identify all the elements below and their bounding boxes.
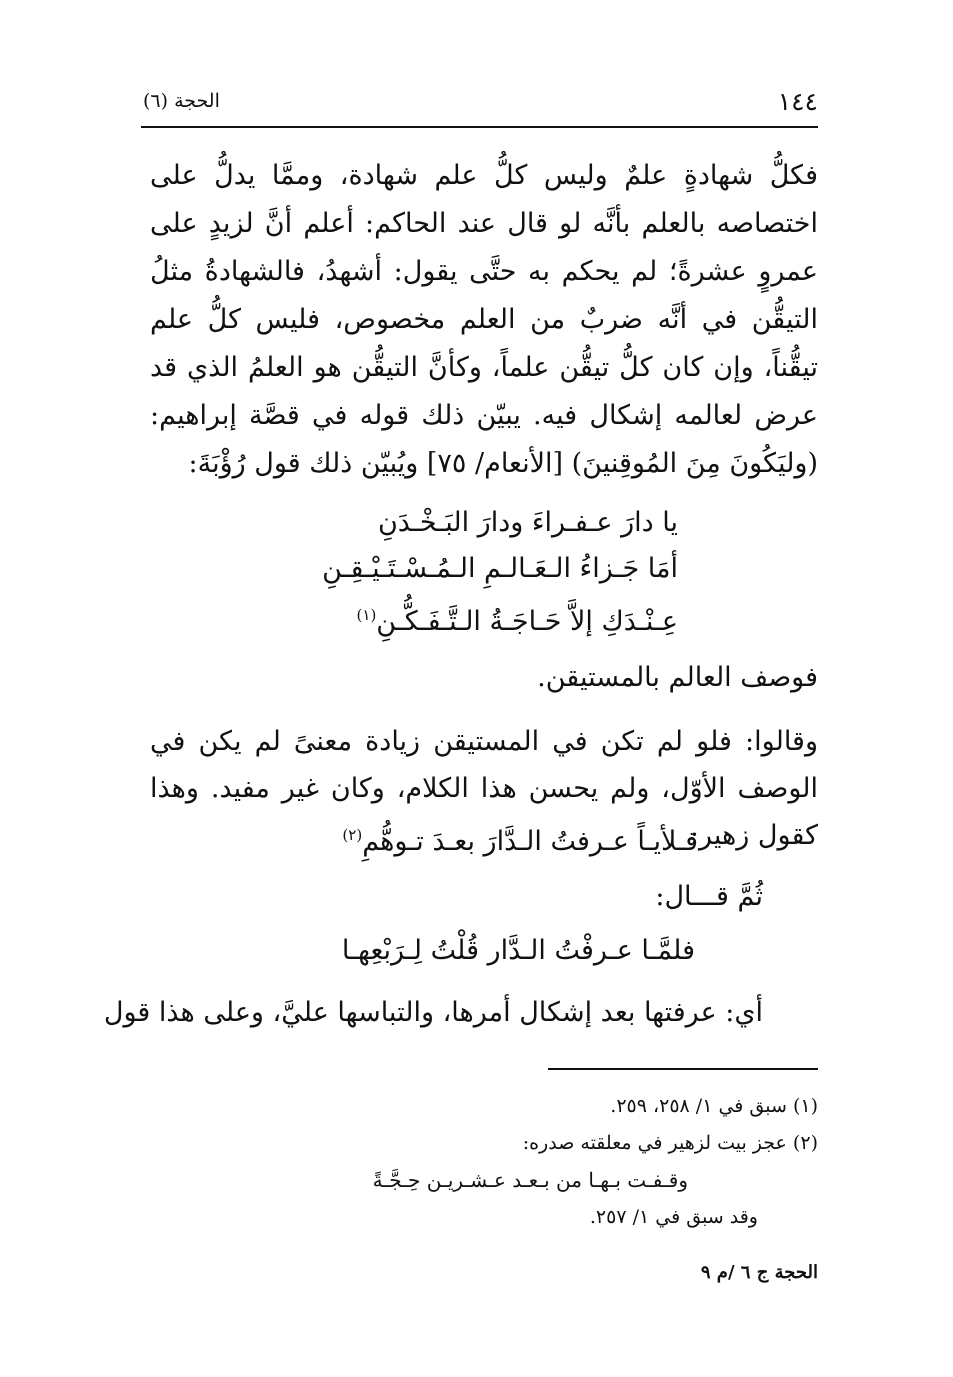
- header-rule: [141, 126, 818, 128]
- footnote-marker-2: (٢): [342, 826, 363, 844]
- then-said: ثُمَّ قـــال:: [655, 881, 763, 912]
- verse-zuhair-1: [342, 812, 698, 865]
- printer-signature: الحجة ج ٦ /م ٩: [700, 1262, 818, 1283]
- chapter-title: الحجة (٦): [143, 90, 220, 112]
- verse-rajaz: [258, 500, 678, 645]
- verse-line-3-text: عِـنْـدَكِ إلاَّ حَـاجَـةُ الـتَّـفَـكُّـنِ: [376, 606, 678, 637]
- footnote-marker-1: (١): [356, 606, 377, 624]
- verse-line-3: [258, 592, 678, 645]
- footnote-1: (١) سبق في ١/ ٢٥٨، ٢٥٩.: [610, 1095, 818, 1117]
- main-text: [150, 152, 818, 488]
- paragraph-2: وقالوا: فلو لم تكن في المستيقن زيادة معنىً لم يكن في الوصف الأوّل، ولم يحسن هذا الكلام، وكان غير مفيد. وهذا كقول زهير:: [150, 726, 818, 851]
- line-after-verse: فوصف العالم بالمستيقن.: [537, 662, 818, 693]
- running-head: [143, 84, 818, 118]
- footnote-2-reference: وقد سبق في ١/ ٢٥٧.: [589, 1206, 758, 1228]
- footnote-2-verse: وقـفـت بـهـا من بـعـد عـشـريـن حِـجَّـةً: [372, 1168, 688, 1192]
- footnote-2-intro: (٢) عجز بيت لزهير في معلقته صدره:: [522, 1132, 818, 1154]
- footnote-rule: [548, 1068, 818, 1070]
- page-number: ١٤٤: [777, 86, 818, 116]
- verse-zuhair-2: فلمَّـا عـرفْتُ الـدَّار قُلْتُ لِـرَبْعِهـا: [341, 935, 695, 966]
- verse-line-1: يا دارَ عـفـراءَ ودارَ البَـخْـدَنِ: [377, 507, 678, 538]
- verse-line-2: أمَا جَـزاءُ الـعَـالـمِ الـمُـسْـتَـيْـقِـنِ: [322, 553, 678, 584]
- verse-zuhair-1-text: فـلأيـاً عـرفتُ الـدَّارَ بعـدَ تـوهُّمِ: [362, 826, 698, 857]
- paragraph-1: فكلُّ شهادةٍ علمٌ وليس كلُّ علم شهادة، وممَّا يدلُّ على اختصاصه بالعلم بأنَّه لو قال عند الحاكم: أعلم أنَّ لزيدٍ على عمروٍ عشرةً؛ لم يحكم به حتَّى يقول: أشهدُ، فالشهادةُ مثلُ التيقُّن في أنَّه ضربٌ من العلم مخصوص، فليس كلُّ علم تيقُّناً، وإن كان كلُّ تيقُّن علماً، وكأنَّ التيقُّن هو العلمُ الذي قد عرض لعالمه إشكال فيه. يبيّن ذلك قوله في قصَّة إبراهيم: (وليَكُونَ مِنَ المُوقِنينَ) [الأنعام/ ٧٥] ويُبيّن ذلك قول رُؤْبَةَ:: [150, 160, 818, 479]
- footnotes: [150, 1088, 818, 1236]
- paragraph-3: أي: عرفتها بعد إشكال أمرها، والتباسها عليَّ، وعلى هذا قول: [103, 997, 763, 1028]
